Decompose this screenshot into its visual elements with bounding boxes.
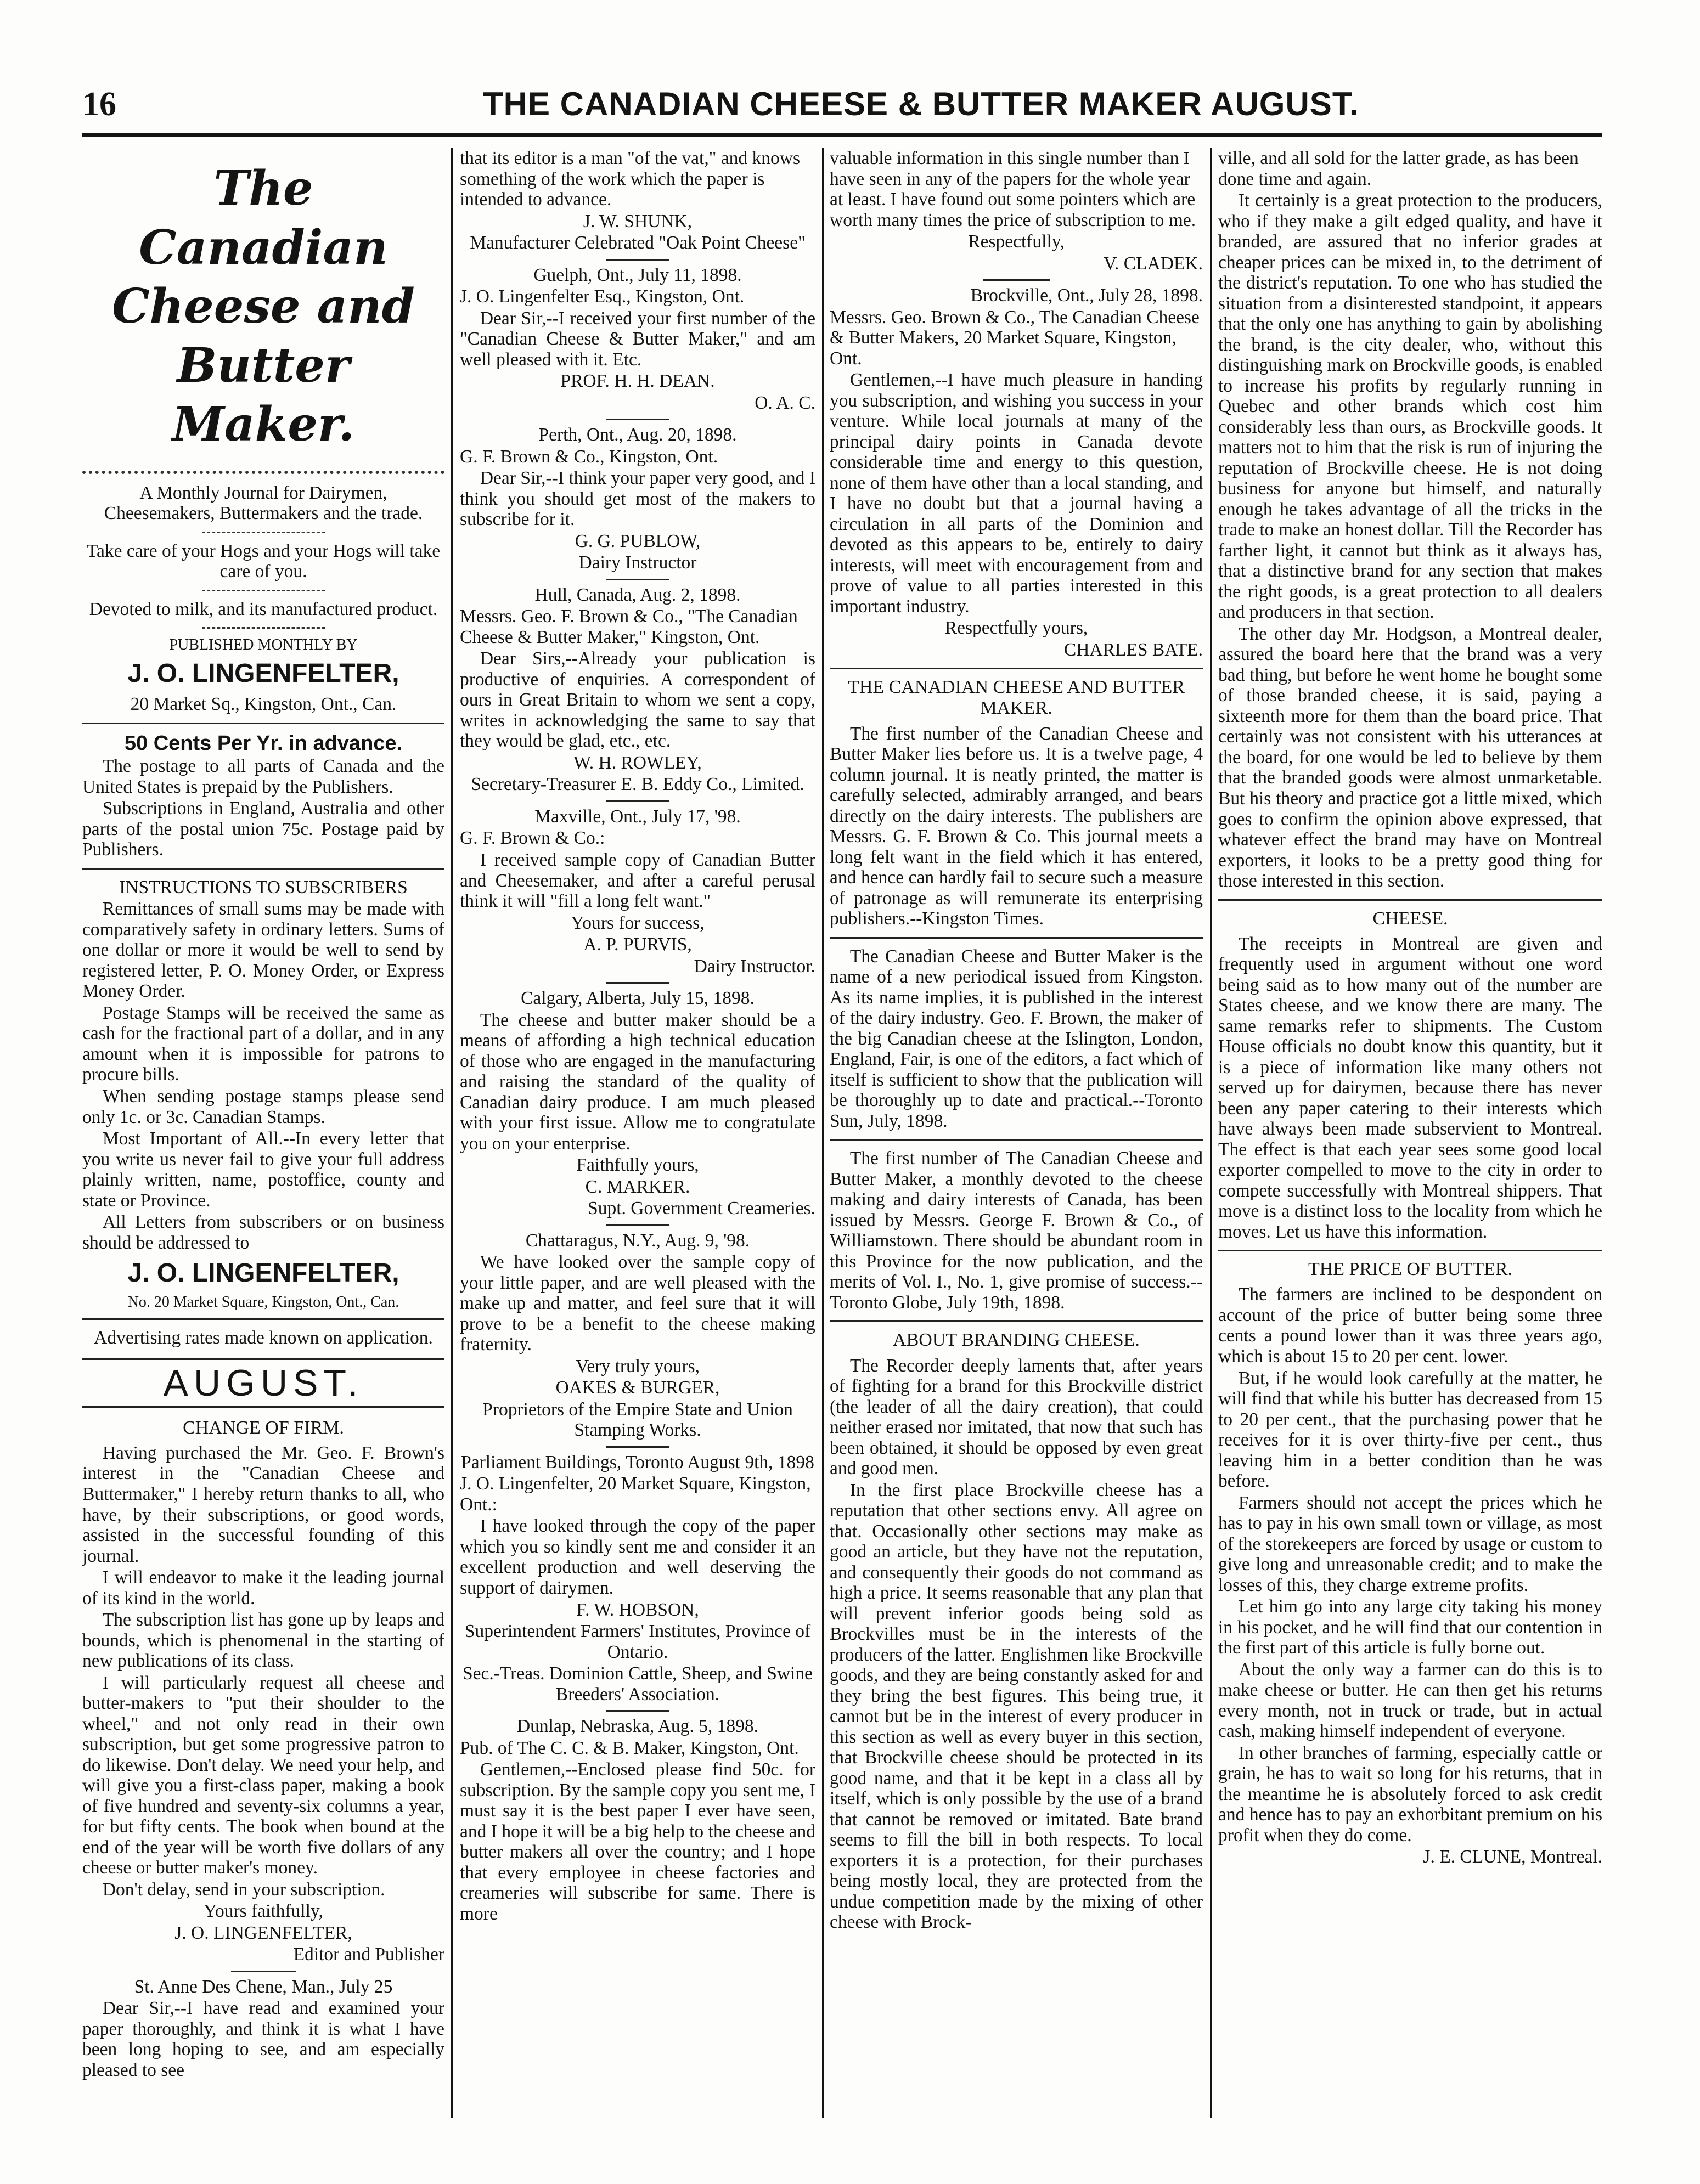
divider [202,590,325,591]
divider [830,1320,1203,1322]
divider [606,259,670,261]
column-2 [460,148,815,2123]
article-paragraph: The first number of The Canadian Cheese and Butter Maker, a monthly devoted to the cheese making and dairy interests of Canada, has been issued by Messrs. George F. Brown & Co., of Williamstown. There should be abundant room in this Province for the now publication, and the merits of Vol. I., No. 1, give promise of success.--Toronto Globe, July 19th, 1898. [830,1148,1203,1313]
section-heading: THE CANADIAN CHEESE AND BUTTER MAKER. [848,677,1185,719]
divider [606,419,670,420]
newspaper-title: THE CANADIAN CHEESE & BUTTER MAKER AUGUST. [483,86,1359,122]
header-rule [82,133,1602,137]
article-paragraph: ville, and all sold for the latter grade, as has been done time and again. [1218,148,1579,189]
letter-text: that its editor is a man "of the vat," and knows something of the work which the paper is intended to advance. [460,148,800,210]
divider [202,532,325,533]
page-header [82,85,1602,129]
closing: Yours for success, [571,912,705,933]
letter-dateline: Parliament Buildings, Toronto August 9th, 1898 [461,1452,814,1472]
letter-text: Dear Sir,--I received your first number of the "Canadian Cheese & Butter Maker," and am well pleased with it. Etc. [460,308,815,370]
article-paragraph: About the only way a farmer can do this is to make cheese or butter. He can then get his returns every month, not in truck or trade, but in actual cash, making himself independent of everyone. [1218,1659,1602,1742]
masthead: The Canadian Cheese and Butter Maker. [112,161,415,452]
month-banner: AUGUST. [82,1358,444,1408]
closing: Respectfully yours, [944,618,1088,639]
letter-text: We have looked over the sample copy of your little paper, and are well pleased with the make up and matter, and feel sure that it will prove to be a benefit to the cheese making fraternity. [460,1252,815,1355]
letter-text: The cheese and butter maker should be a means of affording a high technical education of those who are engaged in the manufacturing and raising the standard of the quality of Canadian dairy produce. I am much pleased with your first issue. Allow me to congratulate you on your enterprise. [460,1009,815,1154]
article-paragraph: But, if he would look carefully at the matter, he will find that while his butter has decreased from 15 to 20 per cent., that the purchasing power that he receives for it is over thirty-five per cent., thus leaving him in a better condition than he was before. [1218,1368,1602,1492]
publisher-name: J. O. LINGENFELTER, [127,1259,399,1288]
divider [606,1224,670,1226]
article-paragraph: Let him go into any large city taking his money in his pocket, and he will find that our contention in the first part of this article is fully borne out. [1218,1596,1602,1658]
column-3 [830,148,1203,2123]
divider [82,471,444,474]
letter-text: Dear Sirs,--Already your publication is productive of enquiries. A correspondent of ours in Great Britain to whom we sent a copy, writes in acknowledging the same to say that they would be glad, etc., etc. [460,648,815,752]
divider [606,982,670,984]
section-heading: THE PRICE OF BUTTER. [1308,1259,1513,1280]
letter-dateline: Brockville, Ont., July 28, 1898. [970,285,1203,306]
article-paragraph: The receipts in Montreal are given and frequently used in argument without one word being said as to how many out of the number are States cheese, and we know there are many. The same remarks refer to shipments. The Custom House officials no doubt know this quantity, but it is a piece of information like many others not served up for dairymen, because there has never been any paper catering to their interests which have always been made subservient to Montreal. The effect is that each year sees some good local exporter compelled to move to the city in order to compete successfully with Montreal shippers. That move is a distinct loss to the locality from which he moves. Let us have this information. [1218,933,1602,1242]
letter-text: Gentlemen,--I have much pleasure in handing you subscription, and wishing you success in your venture. While local journals at many of the principal dairy points in Canada devote considerable time and energy to this question, none of them have other than a local standing, and I have no doubt but that a journal having a circulation in all parts of the Dominion and devoted as this appears to be, entirely to dairy interests, will meet with encouragement from and prove of value to all parties interested in this important industry. [830,370,1203,617]
divider [830,668,1203,669]
letter-text: Dear Sir,--I think your paper very good, and I think you should get most of the makers to subscribe for it. [460,468,815,530]
section-heading: ABOUT BRANDING CHEESE. [893,1330,1140,1351]
divider [202,627,325,629]
letter-dateline: Guelph, Ont., July 11, 1898. [533,264,742,285]
article-paragraph: It certainly is a great protection to the producers, who if they make a gilt edged quality, and have it branded, are assured that no inferior grades at cheaper prices can be mixed in, to the detriment of the district's reputation. To one who has studied the situation from a disinterested standpoint, it appears that the only one has anything to gain by abolishing the brand, is the city dealer, who, without this distinguishing mark on Brockville goods, is enabled to increase his profits by regularly running in Quebec and other brands which cost him considerably less than ours, as Brockville goods. It matters not to him that the risk is run of injuring the reputation of Brockville cheese. He is not doing business for anyone but himself, and naturally enough he takes advantage of all the tricks in the trade to make an honest dollar. Till the Recorder has farther light, it cannot but think as it always has, that a distinctive brand for any section that makes the right goods, is a great protection to all dealers and producers in that section. [1218,190,1602,623]
divider [606,579,670,580]
signature-title: Superintendent Farmers' Institutes, Province of Ontario. [464,1621,811,1662]
letter-text: I have looked through the copy of the paper which you so kindly sent me and consider it an excellent production and well deserving the support of dairymen. [460,1516,815,1598]
letter-dateline: Maxville, Ont., July 17, '98. [534,806,741,827]
signature-title: Secretary-Treasurer E. B. Eddy Co., Limited. [471,774,804,795]
letter-dateline: St. Anne Des Chene, Man., July 25 [134,1976,393,1997]
publisher-address: No. 20 Market Square, Kingston, Ont., Can. [127,1293,399,1311]
article-paragraph: The first number of the Canadian Cheese and Butter Maker lies before us. It is a twelve page, 4 column journal. It is neatly printed, the matter is carefully selected, admirably arranged, and bears directly on the dairy interests. The publishers are Messrs. G. F. Brown & Co. This journal meets a long felt want in the field which it has entered, and hence can hardly fail to secure such a measure of patronage as will remunerate its enterprising publishers.--Kingston Times. [830,723,1203,929]
signature: J. O. LINGENFELTER, [174,1922,352,1943]
article-paragraph: In other branches of farming, especially cattle or grain, he has to wait so long for his returns, that in the meantime he is absolutely forced to ask credit and hence has to pay an exhorbitant premium on his profit when they do come. [1218,1742,1602,1846]
signature-title: Sec.-Treas. Dominion Cattle, Sheep, and Swine Breeders' Association. [463,1663,813,1705]
article-paragraph: Don't delay, send in your subscription. [102,1879,385,1900]
signature: V. CLADEK. [1104,253,1203,274]
divider [983,279,1050,281]
section-heading: CHEESE. [1372,908,1448,929]
letter-text: I received sample copy of Canadian Butter and Cheesemaker, and after a careful perusal think it will "fill a long felt want." [460,849,815,912]
tagline: A Monthly Journal for Dairymen, Cheesemakers, Buttermakers and the trade. [104,482,423,524]
article-paragraph: The other day Mr. Hodgson, a Montreal dealer, assured the board here that the brand was a very bad thing, but before he went home he bought some of those branded cheese, it is said, paying a sixteenth more for them than the board price. That certainly was not consistent with his utterances at the board, for one would be led to believe by them that the branded goods were almost unmarketable. But his theory and practice got a little mixed, which goes to confirm the opinion above expressed, that whatever effect the brand may have on Montreal exporters, it looks to be a pretty good thing for those interested in this section. [1218,623,1602,891]
letter-dateline: Dunlap, Nebraska, Aug. 5, 1898. [516,1716,759,1737]
signature: G. G. PUBLOW, [575,531,701,551]
article-paragraph: The subscription list has gone up by leaps and bounds, which is phenomenal in the starting of new publications of its class. [82,1610,444,1672]
letter-dateline: Hull, Canada, Aug. 2, 1898. [534,584,741,605]
signature: A. P. PURVIS, [583,934,692,955]
divider [1218,1250,1602,1251]
signature: J. E. CLUNE, Montreal. [1423,1847,1602,1867]
letter-text: Dear Sir,--I have read and examined your paper thoroughly, and think it is what I have been long hoping to see, and am especially pleased to see [82,1998,444,2080]
letter-addressee: Messrs. Geo. Brown & Co., The Canadian Cheese & Butter Makers, 20 Market Square, Kingston, Ont. [830,307,1200,369]
hogs-motto: Take care of your Hogs and your Hogs will take care of you. [86,540,441,582]
divider [82,723,444,724]
advertising-note: Advertising rates made known on application. [94,1328,433,1348]
divider [1218,899,1602,901]
signature-title: Manufacturer Celebrated "Oak Point Cheese" [470,233,806,253]
signature-title: Proprietors of the Empire State and Union Stamping Works. [482,1399,793,1441]
signature: J. W. SHUNK, [583,211,693,232]
column-rule-3 [1210,148,1212,2118]
divider [606,1446,670,1448]
signature: W. H. ROWLEY, [573,752,702,773]
article-paragraph: Having purchased the Mr. Geo. F. Brown's interest in the "Canadian Cheese and Buttermaker," I hereby return thanks to all, who have, by their subscriptions, or good words, assisted in the successful founding of this journal. [82,1442,444,1566]
signature-title: Editor and Publisher [293,1944,444,1965]
divider [231,1971,296,1972]
signature: PROF. H. H. DEAN. [560,371,715,392]
column-1 [82,148,444,2123]
column-rule-1 [451,148,453,2118]
letter-text: valuable information in this single number than I have seen in any of the papers for the whole year at least. I have found out some pointers which are worth many times the price of subscription to me. [830,148,1196,230]
letter-addressee: G. F. Brown & Co.: [460,828,605,849]
instructions-paragraph: When sending postage stamps please send only 1c. or 3c. Canadian Stamps. [82,1086,444,1127]
letter-dateline: Perth, Ont., Aug. 20, 1898. [538,425,737,445]
article-paragraph: I will particularly request all cheese and butter-makers to "put their shoulder to the wheel," and not only read in their own subscription, but get some progressive patron to do likewise. Don't delay. We need your help, and will give you a first-class paper, making a book of five hundred and seventy-six columns a year, for but fifty cents. The book when bound at the end of the year will be worth five dollars of any cheese or butter maker's money. [82,1672,444,1878]
signature: F. W. HOBSON, [576,1599,699,1620]
section-heading: CHANGE OF FIRM. [183,1417,344,1438]
closing: Yours faithfully, [204,1901,323,1922]
subscription-price: 50 Cents Per Yr. in advance. [124,731,403,755]
column-4 [1218,148,1602,2123]
signature: CHARLES BATE. [1063,639,1203,660]
column-rule-2 [822,148,824,2118]
instructions-paragraph: Postage Stamps will be received the same as cash for the fractional part of a dollar, and in any amount when it is impossible for patrons to procure bills. [82,1002,444,1085]
letter-addressee: J. O. Lingenfelter, 20 Market Square, Kingston, Ont.: [460,1474,811,1515]
divider [82,868,444,870]
article-paragraph: The Recorder deeply laments that, after years of fighting for a brand for this Brockville district (the leader of all the dairy creation), that could neither erased nor imitated, that now that such has been obtained, it should be opposed by even great and good men. [830,1355,1203,1479]
letter-addressee: J. O. Lingenfelter Esq., Kingston, Ont. [460,286,745,307]
letter-text: Gentlemen,--Enclosed please find 50c. for subscription. By the sample copy you sent me, I must say it is the best paper I ever have seen, and I hope it will be a big help to the cheese and butter makers all over the country; and I hope that every employee in cheese factories and creameries will subscribe for same. There is more [460,1759,815,1924]
signature-title: Supt. Government Creameries. [588,1198,815,1219]
signature-title: Dairy Instructor [578,552,697,573]
signature: OAKES & BURGER, [555,1378,720,1398]
closing: Very truly yours, [575,1356,700,1376]
closing: Respectfully, [968,232,1065,252]
letter-dateline: Calgary, Alberta, July 15, 1898. [521,988,755,1009]
publisher-address: 20 Market Sq., Kingston, Ont., Can. [130,694,397,715]
divider [830,1139,1203,1141]
letter-dateline: Chattaragus, N.Y., Aug. 9, '98. [525,1230,750,1251]
divider [606,1710,670,1712]
publisher-name: J. O. LINGENFELTER, [127,659,399,689]
letter-addressee: Pub. of The C. C. & B. Maker, Kingston, Ont. [460,1737,799,1758]
subscriptions-text: Subscriptions in England, Australia and other parts of the postal union 75c. Postage paid by Publishers. [82,798,444,860]
signature: C. MARKER. [585,1176,690,1197]
divider [82,1318,444,1320]
instructions-heading: INSTRUCTIONS TO SUBSCRIBERS [119,877,408,898]
published-by: PUBLISHED MONTHLY BY [169,636,358,654]
divider [606,800,670,802]
divider [830,937,1203,939]
article-paragraph: I will endeavor to make it the leading journal of its kind in the world. [82,1567,444,1609]
article-paragraph: In the first place Brockville cheese has a reputation that other sections envy. All agree on that. Occasionally other sections may make as good an article, but they have not the reputation, and consequently their goods do not command as high a price. It seems reasonable that any plan that will prevent inferior goods being sold as Brockvilles must be in the interests of the producers of the latter. Englishmen like Brockville goods, and they are being constantly asked for and they bring the best figures. This being true, it cannot but be in the interest of every producer in this section as well as every buyer in this section, that Brockville cheese should be protected in its good name, and that it be kept in a class all by itself, which is only possible by the use of a brand that cannot be removed or imitated. Bate brand seems to fill the bill in both respects. To local exporters it is a protection, for their purchases being mostly local, they are protected from the undue competition made by the mixing of other cheese with Brock- [830,1480,1203,1933]
instructions-paragraph: Remittances of small sums may be made with comparatively safety in ordinary letters. Sums of one dollar or more it would be well to send by registered letter, P. O. Money Order, or Express Money Order. [82,899,444,1002]
instructions-paragraph: All Letters from subscribers or on business should be addressed to [82,1212,444,1253]
closing: Faithfully yours, [576,1155,699,1176]
article-paragraph: Farmers should not accept the prices which he has to pay in his own small town or village, as most of the storekeepers are forced by usage or custom to give long and unreasonable credit; and to make the losses of this, they charge extreme profits. [1218,1492,1602,1595]
article-paragraph: The Canadian Cheese and Butter Maker is the name of a new periodical issued from Kingston. As its name implies, it is published in the interest of the dairy industry. Geo. F. Brown, the maker of the big Canadian cheese at the Islington, London, England, Fair, is one of the editors, a fact which of itself is sufficient to show that the publication will be thoroughly up to date and practical.--Toronto Sun, July, 1898. [830,946,1203,1131]
signature-title: Dairy Instructor. [694,956,815,977]
letter-addressee: Messrs. Geo. F. Brown & Co., "The Canadian Cheese & Butter Maker," Kingston, Ont. [460,606,798,647]
article-paragraph: The farmers are inclined to be despondent on account of the price of butter being some three cents a pound lower than it was three years ago, which is about 15 to 20 per cent. lower. [1218,1284,1602,1367]
signature-title: O. A. C. [755,392,815,413]
postage-text: The postage to all parts of Canada and the United States is prepaid by the Publishers. [82,756,444,797]
page-number: 16 [82,86,116,123]
letter-addressee: G. F. Brown & Co., Kingston, Ont. [460,446,718,467]
instructions-paragraph: Most Important of All.--In every letter that you write us never fail to give your full address plainly written, name, postoffice, county and state or Province. [82,1128,444,1211]
devoted-text: Devoted to milk, and its manufactured product. [89,599,438,619]
